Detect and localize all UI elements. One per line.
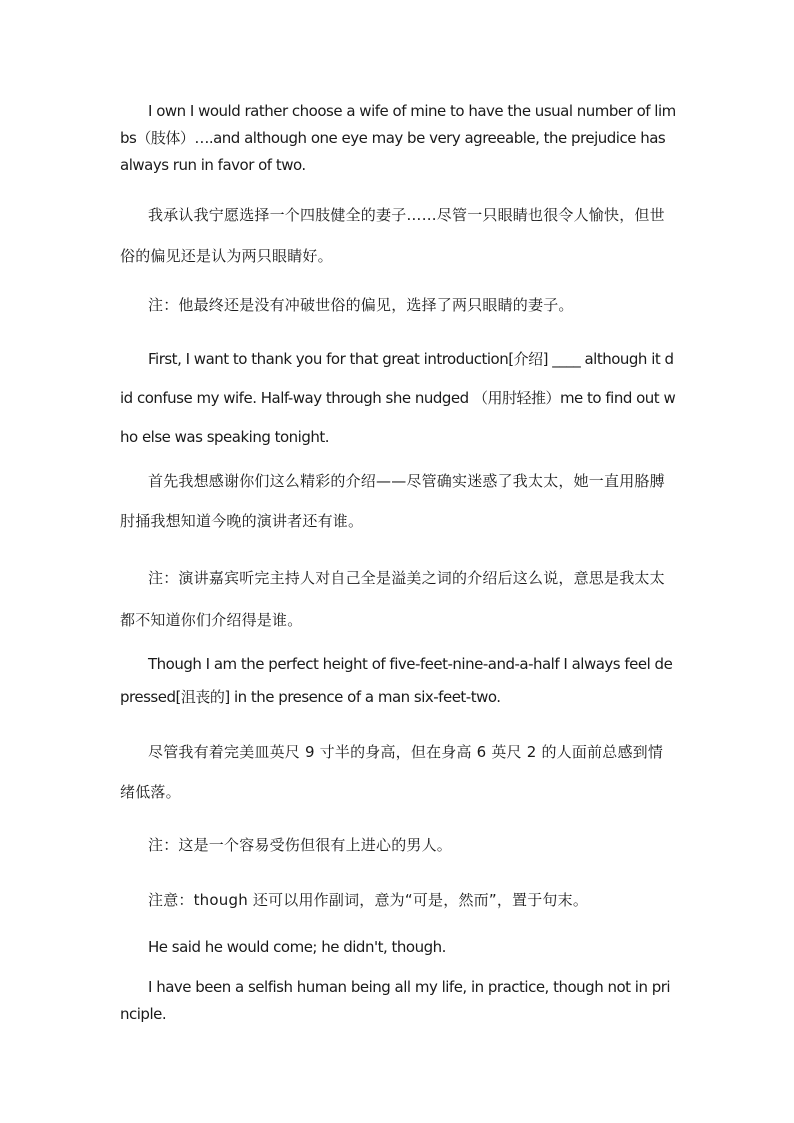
paragraph-chinese-height: 尽管我有着完美皿英尺 9 寸半的身高，但在身高 6 英尺 2 的人面前总感到情绪低落。 — [120, 743, 664, 801]
paragraph-english-introduction: First, I want to thank you for that great introduction[介绍] ____ although it did confuse my wife. Half-way through she nudged （用肘轻推）me to find out who else was speaking tonight. — [120, 350, 676, 446]
note-height: 注：这是一个容易受伤但很有上进心的男人。 — [148, 836, 453, 854]
paragraph-chinese-introduction: 首先我想感谢你们这么精彩的介绍——尽管确实迷惑了我太太，她一直用胳膊肘捅我想知道今晚的演讲者还有谁。 — [120, 472, 665, 530]
paragraph-chinese-wife: 我承认我宁愿选择一个四肢健全的妻子……尽管一只眼睛也很令人愉快，但世俗的偏见还是认为两只眼睛好。 — [120, 206, 665, 265]
example-sentence-come: He said he would come; he didn't, though. — [148, 938, 446, 956]
note-wife: 注：他最终还是没有冲破世俗的偏见，选择了两只眼睛的妻子。 — [148, 296, 574, 314]
paragraph-english-height: Though I am the perfect height of five-feet-nine-and-a-half I always feel depressed[沮丧的] in the presence of a man six-feet-two. — [120, 655, 673, 706]
note-introduction: 注：演讲嘉宾听完主持人对自己全是溢美之词的介绍后这么说，意思是我太太都不知道你们介绍得是谁。 — [120, 569, 665, 629]
note-though-adverb: 注意：though 还可以用作副词，意为“可是，然而”，置于句末。 — [148, 891, 589, 909]
paragraph-english-wife: I own I would rather choose a wife of mine to have the usual number of limbs（肢体）….and although one eye may be very agreeable, the prejudice has always run in favor of two. — [120, 102, 676, 174]
example-sentence-selfish: I have been a selfish human being all my life, in practice, though not in principle. — [120, 978, 671, 1023]
